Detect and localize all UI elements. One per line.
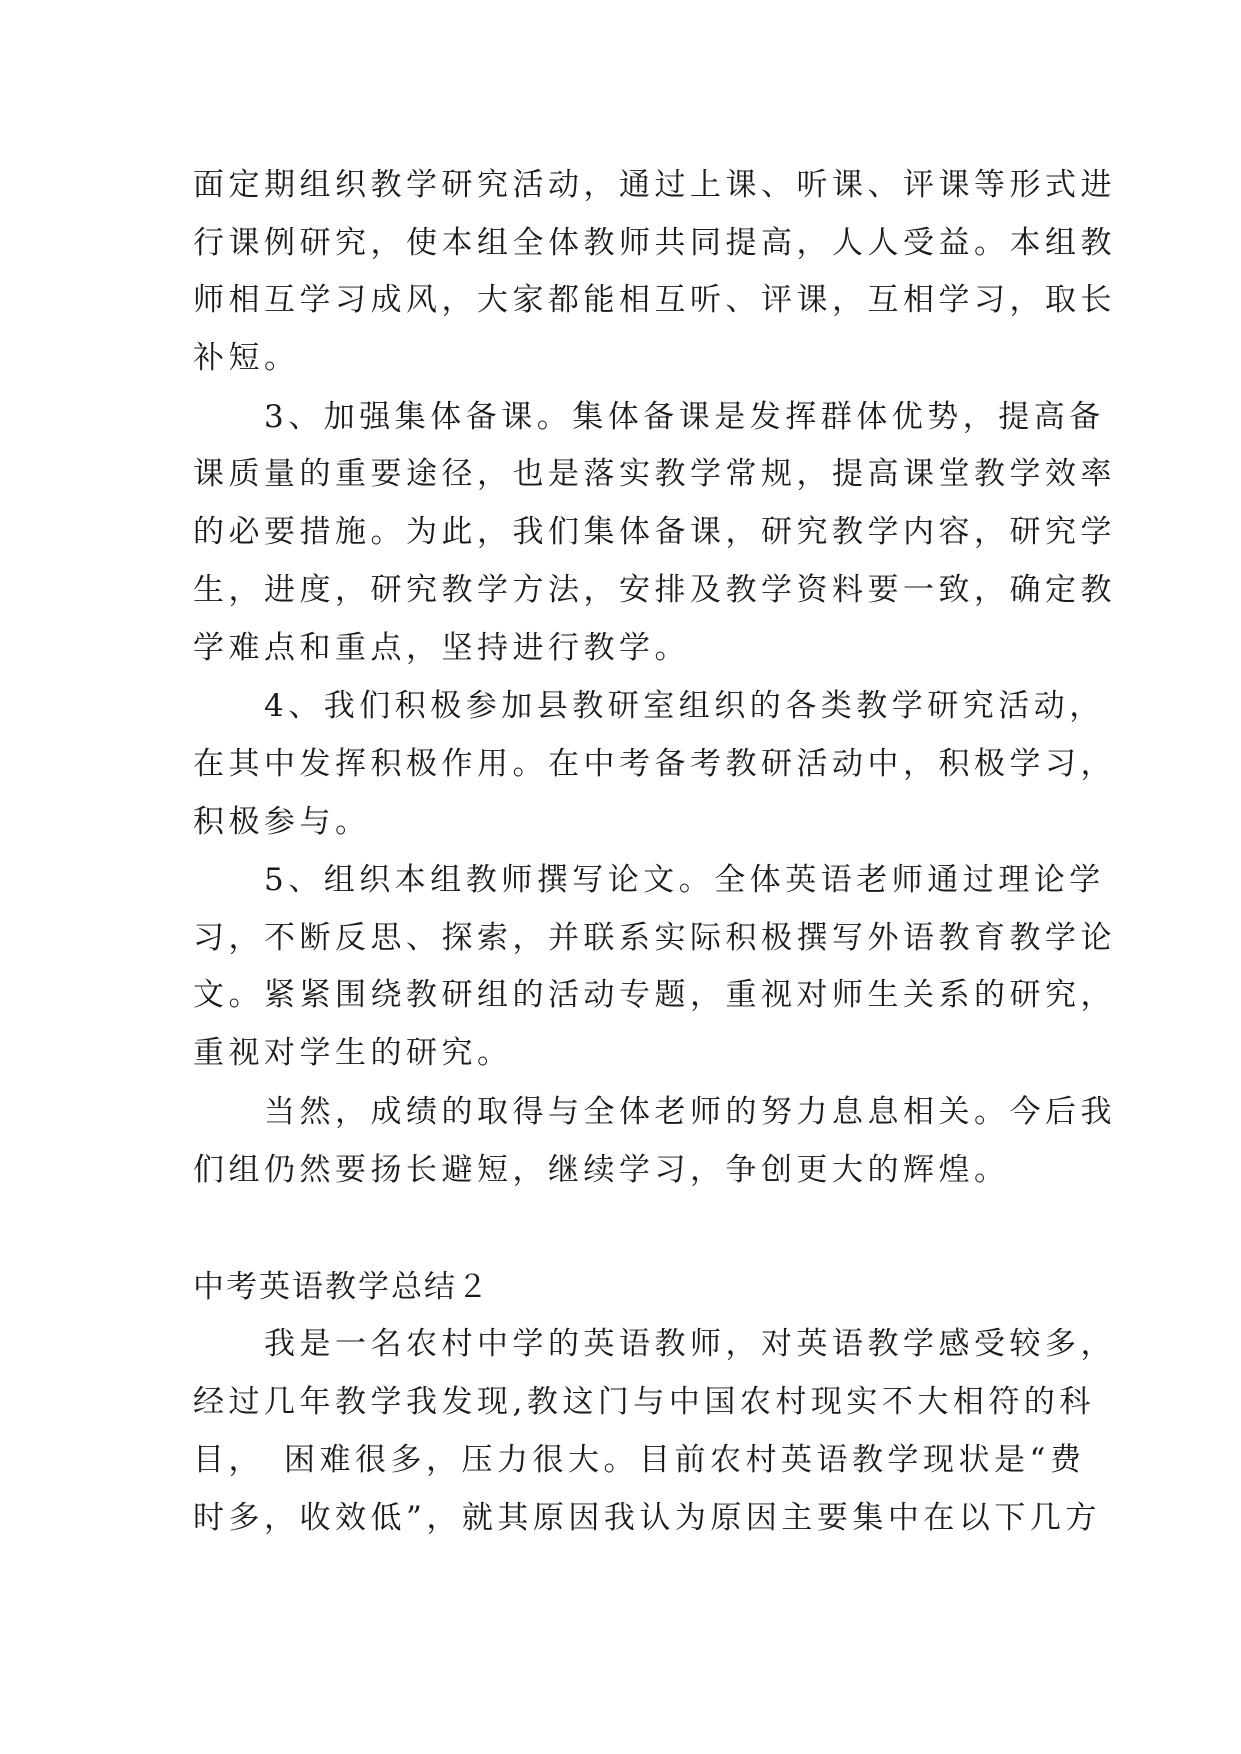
text-line: 重视对学生的研究。 xyxy=(193,1035,513,1071)
text-line: 3、加强集体备课。集体备课是发挥群体优势，提高备 xyxy=(193,399,1105,435)
text-line: 面定期组织教学研究活动，通过上课、听课、评课等形式进 xyxy=(193,167,1116,203)
text-line: 学难点和重点，坚持进行教学。 xyxy=(193,630,690,666)
text-line: 的必要措施。为此，我们集体备课，研究教学内容，研究学 xyxy=(193,514,1116,550)
text-line: 时多，收效低”，就其原因我认为原因主要集中在以下几方 xyxy=(193,1500,1101,1536)
text-line: 文。紧紧围绕教研组的活动专题，重视对师生关系的研究， xyxy=(193,977,1116,1013)
text-line: 师相互学习成风，大家都能相互听、评课，互相学习，取长 xyxy=(193,282,1116,318)
text-line: 经过几年教学我发现,教这门与中国农村现实不大相符的科 xyxy=(193,1384,1095,1420)
text-line: 补短。 xyxy=(193,340,300,376)
text-line: 我是一名农村中学的英语教师，对英语教学感受较多， xyxy=(193,1326,1116,1362)
text-line: 4、我们积极参加县教研室组织的各类教学研究活动， xyxy=(193,688,1105,724)
text-line: 习，不断反思、探索，并联系实际积极撰写外语教育教学论 xyxy=(193,920,1116,956)
text-line: 目， 困难很多，压力很大。目前农村英语教学现状是“费 xyxy=(193,1442,1086,1478)
text-line: 5、组织本组教师撰写论文。全体英语老师通过理论学 xyxy=(193,862,1105,898)
text-line: 积极参与。 xyxy=(193,804,371,840)
text-line: 在其中发挥积极作用。在中考备考教研活动中，积极学习， xyxy=(193,746,1116,782)
text-line: 当然，成绩的取得与全体老师的努力息息相关。今后我 xyxy=(193,1094,1116,1130)
section-heading: 中考英语教学总结２ xyxy=(193,1269,490,1305)
text-line: 们组仍然要扬长避短，继续学习，争创更大的辉煌。 xyxy=(193,1152,1010,1188)
text-line: 课质量的重要途径，也是落实教学常规，提高课堂教学效率 xyxy=(193,456,1116,492)
text-line: 行课例研究，使本组全体教师共同提高，人人受益。本组教 xyxy=(193,225,1116,261)
text-line: 生，进度，研究教学方法，安排及教学资料要一致，确定教 xyxy=(193,572,1116,608)
